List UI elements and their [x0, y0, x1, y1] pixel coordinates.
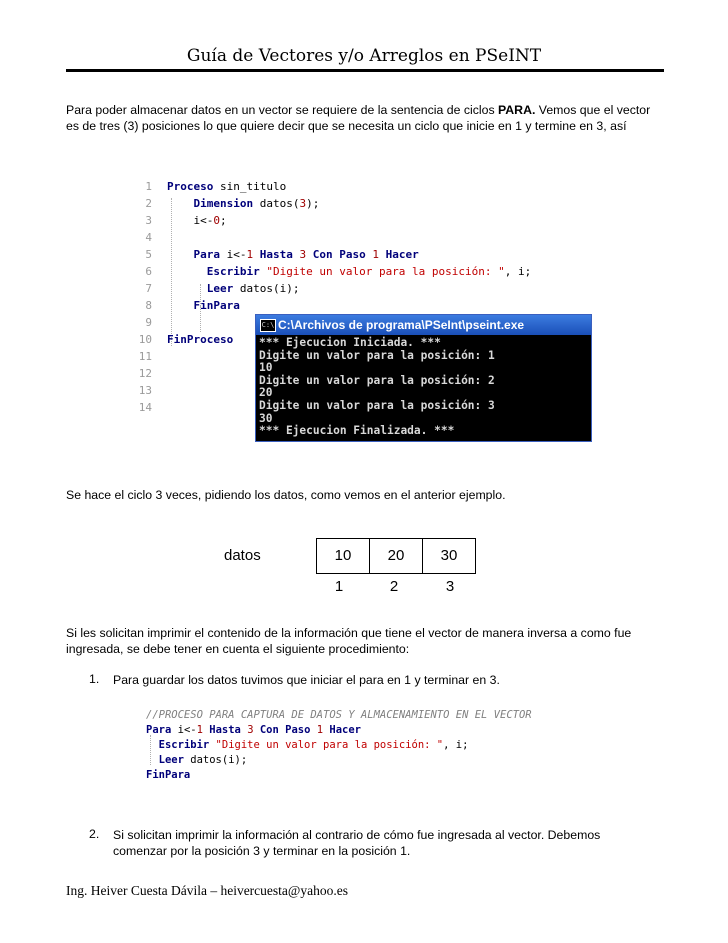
code-text: , i;	[504, 265, 532, 278]
code-line-10	[124, 331, 233, 348]
code-text: i<-	[171, 724, 197, 736]
code-line	[146, 723, 361, 737]
line-number: 2	[145, 197, 152, 210]
line-number: 3	[145, 214, 152, 227]
list-item: Para guardar los datos tuvimos que iniciar el para en 1 y terminar en 3.	[113, 673, 500, 687]
code-text: sin_titulo	[213, 180, 287, 193]
console-title: C:\Archivos de programa\PSeInt\pseint.exe	[278, 318, 525, 332]
code-number: 1	[246, 248, 254, 261]
keyword: Hasta	[253, 248, 300, 261]
line-number: 1	[145, 180, 152, 193]
code-comment	[146, 708, 532, 722]
code-number: 1	[316, 724, 324, 736]
keyword: Proceso	[167, 180, 214, 193]
code-line-6	[124, 263, 531, 280]
code-number: 3	[247, 724, 254, 736]
intro-paragraph	[66, 102, 662, 134]
vector-index: 1	[334, 578, 344, 595]
code-text: datos(i);	[233, 282, 300, 295]
page-header-title: Guía de Vectores y/o Arreglos en PSeINT	[186, 46, 542, 66]
line-number: 8	[145, 299, 152, 312]
console-line: 30	[259, 411, 273, 425]
code-number: 0	[213, 214, 220, 227]
list-item: Si solicitan imprimir la información al contrario de cómo fue ingresada al vector. Debemos comenzar por la posición 3 y terminar en la posición 1.	[113, 828, 601, 858]
console-line: 20	[259, 386, 273, 400]
code-line-4	[124, 229, 167, 246]
console-window	[255, 314, 592, 442]
keyword: Con Paso	[253, 724, 317, 736]
line-number: 10	[138, 333, 152, 346]
code-line-12	[124, 365, 167, 382]
code-line	[146, 738, 468, 752]
console-line: *** Ejecucion Finalizada. ***	[259, 424, 455, 438]
intro-text-1: Para poder almacenar datos en un vector se requiere de la sentencia de ciclos	[66, 103, 499, 117]
vector-label: datos	[224, 547, 261, 564]
intro-text-2: Vemos que el vector es de tres (3) posiciones lo que quiere decir que se necesita un ciclo que inicie en 1 y termine en 3, así	[66, 103, 651, 133]
line-number: 13	[138, 384, 152, 397]
line-number: 9	[145, 316, 152, 329]
console-line: *** Ejecucion Iniciada. ***	[259, 336, 441, 349]
console-icon: C:\	[260, 319, 276, 332]
keyword: Con Paso	[306, 248, 373, 261]
line-number: 11	[138, 350, 152, 363]
vector-cell: 10	[316, 538, 370, 574]
code-line	[146, 753, 247, 767]
keyword: FinPara	[193, 299, 240, 312]
paragraph-inverse: Si les solicitan imprimir el contenido de la información que tiene el vector de manera inversa a como fue ingresada, se debe tener en cuenta el siguiente procedimiento:	[66, 626, 632, 656]
keyword: Hacer	[378, 248, 419, 261]
vector-index: 2	[389, 578, 399, 595]
code-text: i<-	[193, 214, 214, 227]
code-line-9	[124, 314, 167, 331]
code-text: , i;	[443, 739, 469, 751]
code-number: 3	[299, 197, 307, 210]
code-line	[146, 768, 190, 782]
intro-bold-para: PARA.	[498, 103, 536, 117]
code-line-7	[124, 280, 299, 297]
console-line: 10	[259, 361, 273, 375]
line-number: 5	[145, 248, 152, 261]
keyword: Hacer	[323, 724, 361, 736]
vector-index: 3	[445, 578, 455, 595]
code-line-1	[124, 178, 286, 195]
line-number: 6	[145, 265, 152, 278]
code-text: i<-	[220, 248, 247, 261]
console-line: Digite un valor para la posición: 2	[259, 373, 495, 387]
line-number: 4	[145, 231, 152, 244]
vector-cell: 20	[369, 538, 423, 574]
keyword: FinProceso	[167, 333, 234, 346]
code-line-8	[124, 297, 240, 314]
code-text: datos(	[253, 197, 300, 210]
code-line-11	[124, 348, 167, 365]
list-number: 1.	[89, 672, 100, 686]
console-titlebar	[256, 315, 591, 335]
keyword: Para	[193, 248, 220, 261]
list-number: 2.	[89, 827, 100, 841]
console-output	[256, 335, 591, 438]
keyword: Para	[146, 724, 172, 736]
line-number: 12	[138, 367, 152, 380]
vector-cell: 30	[422, 538, 476, 574]
code-snippet	[146, 707, 606, 787]
page-footer: Ing. Heiver Cuesta Dávila – heivercuesta@yahoo.es	[66, 883, 348, 898]
code-line-2	[124, 195, 319, 212]
code-number: 1	[372, 248, 379, 261]
keyword: Hasta	[202, 724, 248, 736]
code-string: "Digite un valor para la posición: "	[259, 265, 505, 278]
paragraph-cycle: Se hace el ciclo 3 veces, pidiendo los datos, como vemos en el anterior ejemplo.	[66, 488, 506, 502]
header-rule	[66, 69, 664, 72]
keyword: Dimension	[193, 197, 254, 210]
code-text: datos(i);	[183, 754, 248, 766]
keyword: FinPara	[146, 769, 191, 781]
console-line: Digite un valor para la posición: 1	[259, 348, 495, 362]
code-number: 1	[196, 724, 203, 736]
code-text: ;	[220, 214, 227, 227]
keyword: Leer	[206, 282, 234, 295]
code-line-5	[124, 246, 419, 263]
code-line-3	[124, 212, 227, 229]
code-string: "Digite un valor para la posición: "	[209, 739, 444, 751]
keyword: Leer	[158, 754, 184, 766]
code-number: 3	[299, 248, 307, 261]
keyword: Escribir	[206, 265, 260, 278]
console-line: Digite un valor para la posición: 3	[259, 398, 495, 412]
line-number: 14	[138, 401, 152, 414]
code-text: );	[306, 197, 320, 210]
line-number: 7	[145, 282, 152, 295]
keyword: Escribir	[158, 739, 210, 751]
code-line-13	[124, 382, 167, 399]
comment-text: //PROCESO PARA CAPTURA DE DATOS Y ALMACENAMIENTO EN EL VECTOR	[146, 709, 532, 721]
code-line-14	[124, 399, 167, 416]
